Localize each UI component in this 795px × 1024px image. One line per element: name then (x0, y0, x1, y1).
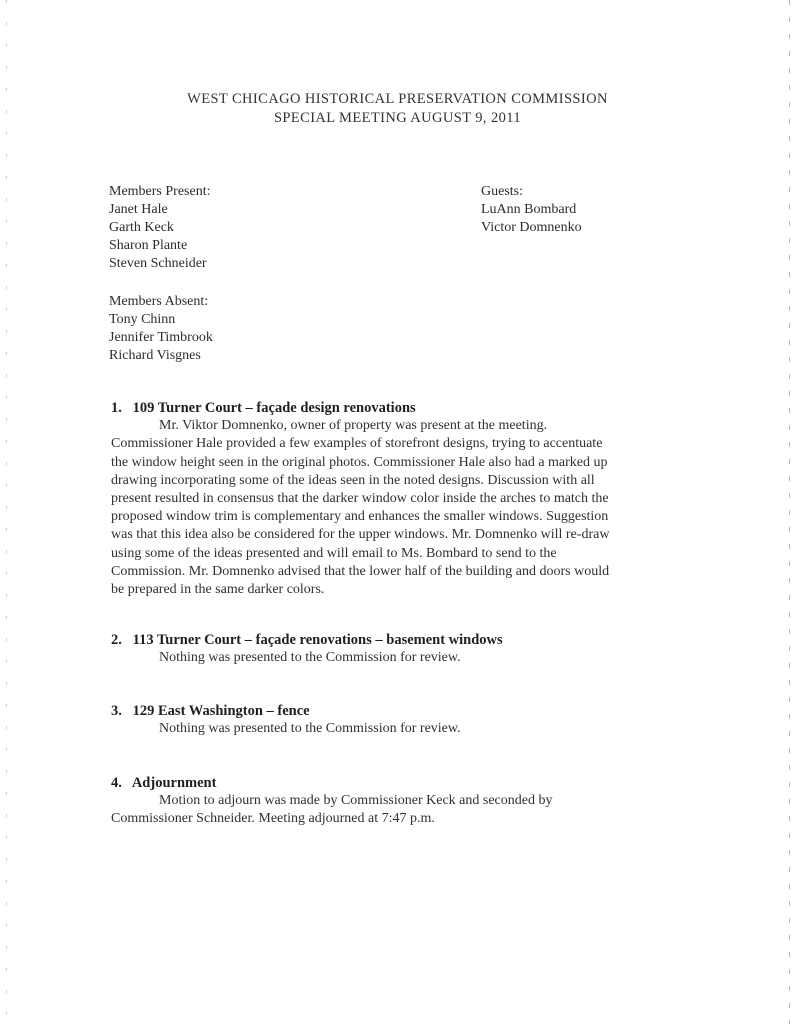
scan-edge-left (6, 0, 7, 1024)
document-title: WEST CHICAGO HISTORICAL PRESERVATION COMMISSION (187, 91, 608, 107)
agenda-item-3 (111, 702, 681, 738)
guests-label: Guests: (481, 184, 523, 199)
agenda-item-number: 3. (111, 703, 122, 719)
member-name: Janet Hale (109, 202, 168, 217)
agenda-item-number: 1. (111, 400, 122, 416)
guests-list (481, 183, 582, 237)
paragraph-line: be prepared in the same darker colors. (111, 582, 325, 598)
agenda-item-number: 2. (111, 632, 122, 648)
agenda-item-heading (111, 702, 681, 720)
member-name: Sharon Plante (109, 238, 188, 253)
paragraph-line: using some of the ideas presented and will email to Ms. Bombard to send to the (111, 545, 557, 561)
guest-name: LuAnn Bombard (481, 202, 577, 217)
meeting-subtitle: SPECIAL MEETING AUGUST 9, 2011 (273, 110, 522, 126)
scan-edge-right (789, 0, 790, 1024)
paragraph-line: Motion to adjourn was made by Commissioner Keck and seconded by (159, 793, 553, 809)
members-present-list (109, 183, 210, 273)
paragraph-line: Commission. Mr. Domnenko advised that the lower half of the building and doors would (111, 563, 610, 579)
paragraph-line: Commissioner Schneider. Meeting adjourned at 7:47 p.m. (111, 811, 435, 827)
paragraph-line: Commissioner Hale provided a few examples of storefront designs, trying to accentuate (111, 436, 603, 452)
absent-member-name: Tony Chinn (109, 312, 176, 327)
member-name: Garth Keck (109, 220, 174, 235)
paragraph-line: Nothing was presented to the Commission for review. (159, 650, 461, 666)
members-absent-label: Members Absent: (109, 294, 209, 309)
guest-name: Victor Domnenko (481, 220, 582, 235)
paragraph-line: was that this idea also be considered for the upper windows. Mr. Domnenko will re-draw (111, 527, 610, 543)
members-present-label: Members Present: (109, 184, 211, 199)
agenda-item-number: 4. (111, 775, 122, 791)
paragraph-line: present resulted in consensus that the darker window color inside the arches to match the (111, 491, 609, 507)
agenda-item-4 (111, 774, 681, 829)
paragraph-line: Mr. Viktor Domnenko, owner of property was present at the meeting. (159, 418, 548, 434)
agenda-item-heading (111, 399, 681, 417)
agenda-item-heading (111, 631, 681, 649)
paragraph-line: the window height seen in the original photos. Commissioner Hale also had a marked up (111, 454, 608, 470)
paragraph-line: Nothing was presented to the Commission for review. (159, 721, 461, 737)
paragraph-line: proposed window trim is complementary and enhances the smaller windows. Suggestion (111, 509, 609, 525)
absent-member-name: Jennifer Timbrook (109, 330, 213, 345)
member-name: Steven Schneider (109, 256, 207, 271)
agenda-item-1 (111, 399, 681, 599)
agenda-item-2 (111, 631, 681, 667)
agenda-item-title: 113 Turner Court – façade renovations – basement windows (132, 632, 503, 648)
paragraph-line: drawing incorporating some of the ideas seen in the noted designs. Discussion with all (111, 472, 595, 488)
agenda-item-title: 109 Turner Court – façade design renovations (132, 400, 416, 416)
agenda-item-heading (111, 774, 681, 792)
members-absent-list (109, 293, 213, 365)
absent-member-name: Richard Visgnes (109, 348, 201, 363)
agenda-item-title: 129 East Washington – fence (132, 703, 310, 719)
agenda-item-title: Adjournment (131, 775, 217, 791)
